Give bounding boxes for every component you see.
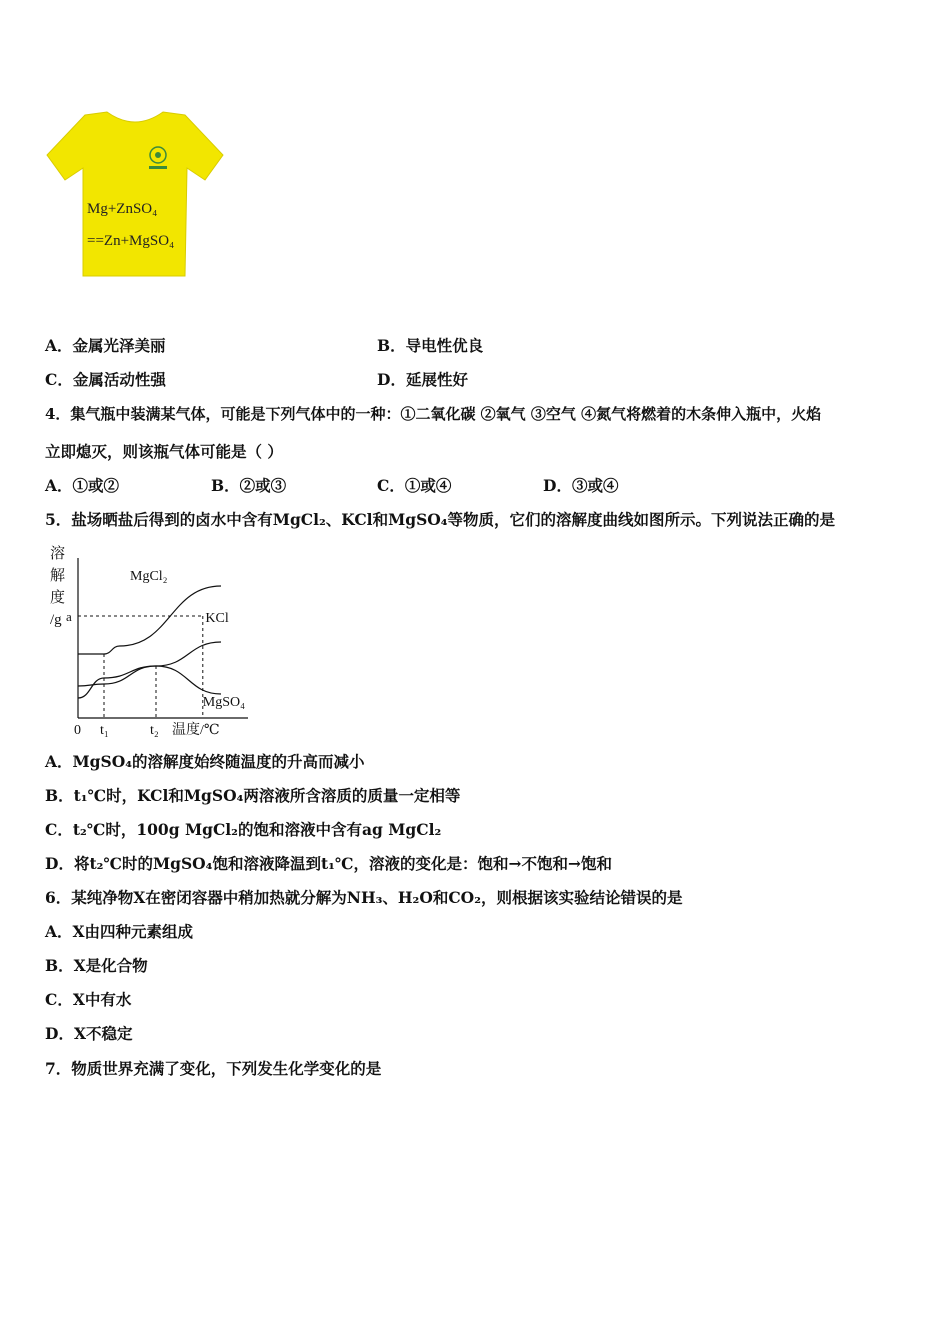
y-tick-label: a (66, 609, 72, 624)
y-axis-label-char: /g (50, 612, 62, 628)
shirt-equation-line1: Mg+ZnSO₄ (87, 201, 158, 217)
series-label-0: MgCl₂ (130, 569, 168, 584)
q4-stem-line1: 4．集气瓶中装满某气体，可能是下列气体中的一种：①二氧化碳 ②氧气 ③空气 ④氮气将燃着的木条伸入瓶中，火焰 (45, 405, 822, 423)
series-label-1: KCl (205, 611, 229, 626)
q4-stem-line2: 立即熄灭，则该瓶气体可能是（ ） (45, 442, 283, 461)
tshirt-figure (45, 110, 225, 280)
q5-stem: 5．盐场晒盐后得到的卤水中含有MgCl₂、KCl和MgSO₄等物质，它们的溶解度曲线如图所示。下列说法正确的是 (45, 510, 836, 529)
q4-option-a: A．①或② (45, 476, 120, 495)
series-line-0 (78, 586, 221, 654)
tshirt-shape (47, 112, 223, 276)
q7-stem: 7．物质世界充满了变化，下列发生化学变化的是 (45, 1059, 382, 1078)
x-tick-label: t₂ (150, 723, 159, 738)
y-axis-label-char: 溶 (50, 546, 66, 562)
shirt-emblem-bar-icon (149, 166, 167, 169)
q5-option-d: D．将t₂℃时的MgSO₄饱和溶液降温到t₁℃，溶液的变化是：饱和→不饱和→饱和 (45, 854, 612, 873)
y-axis-label-char: 度 (50, 590, 66, 606)
q3-option-a: A．金属光泽美丽 (45, 336, 166, 355)
q6-option-d: D．X不稳定 (45, 1024, 133, 1043)
series-line-2 (78, 666, 221, 698)
shirt-emblem-center-icon (155, 152, 161, 158)
q4-option-c: C．①或④ (377, 476, 452, 495)
q6-option-a: A．X由四种元素组成 (45, 922, 194, 941)
q5-option-a: A．MgSO₄的溶解度始终随温度的升高而减小 (45, 752, 365, 771)
q3-option-b: B．导电性优良 (377, 336, 484, 355)
series-label-2: MgSO₄ (202, 695, 246, 710)
x-axis-label: 温度/℃ (172, 723, 220, 738)
q6-stem: 6．某纯净物X在密闭容器中稍加热就分解为NH₃、H₂O和CO₂，则根据该实验结论错误的是 (45, 888, 683, 907)
q5-option-c: C．t₂℃时，100g MgCl₂的饱和溶液中含有ag MgCl₂ (45, 820, 442, 839)
y-axis-label-char: 解 (50, 568, 66, 584)
q3-option-c: C．金属活动性强 (45, 370, 166, 389)
q4-option-d: D．③或④ (543, 476, 619, 495)
shirt-equation-line2: ==Zn+MgSO₄ (87, 233, 175, 249)
q3-option-d: D．延展性好 (377, 370, 468, 389)
q6-option-c: C．X中有水 (45, 990, 132, 1009)
q5-option-b: B．t₁℃时，KCl和MgSO₄两溶液所含溶质的质量一定相等 (45, 786, 461, 805)
solubility-chart (42, 538, 257, 738)
q6-option-b: B．X是化合物 (45, 956, 148, 975)
q4-option-b: B．②或③ (211, 476, 287, 495)
x-tick-label: 0 (74, 723, 81, 738)
x-tick-label: t₁ (100, 723, 109, 738)
